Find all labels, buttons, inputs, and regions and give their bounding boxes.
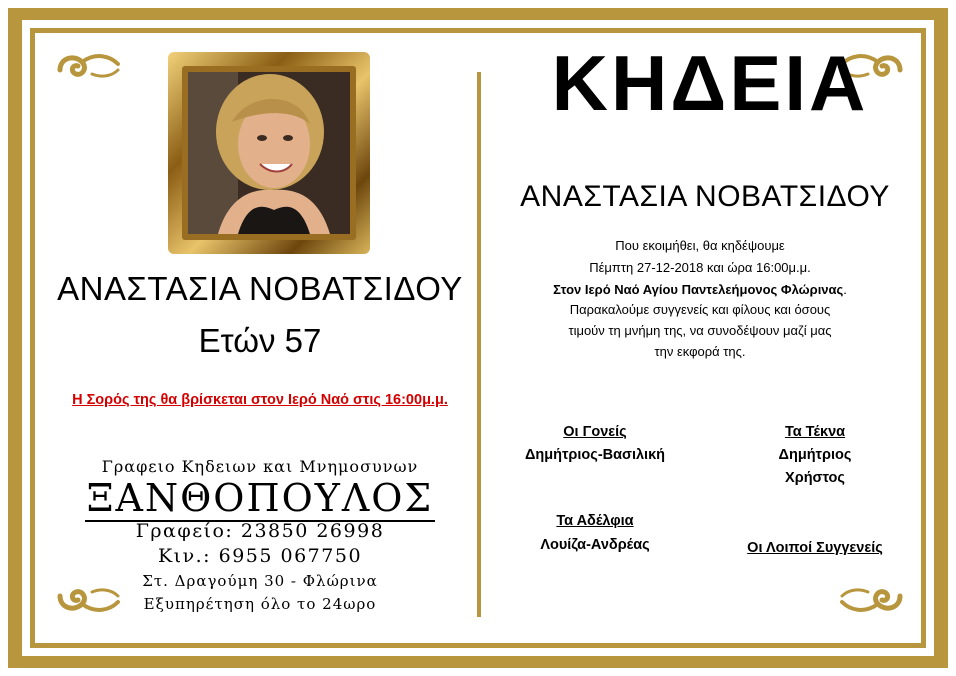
funeral-office-name: ΞΑΝΘΟΠΟΥΛΟΣ <box>86 476 434 520</box>
photo-frame <box>168 52 370 254</box>
viewing-notice: Η Σορός της θα βρίσκεται στον Ιερό Ναό στις 16:00μ.μ. <box>72 392 448 408</box>
portrait-photo <box>188 72 350 234</box>
announcement-line-3: Στον Ιερό Ναό Αγίου Παντελεήμονος Φλώρινας. <box>553 282 847 297</box>
funeral-office-title: Γραφειο Κηδειων και Μνημοσυνων <box>101 457 419 476</box>
parents-label: Οι Γονείς <box>563 424 627 440</box>
portrait-image <box>188 72 350 234</box>
announcement-line-1: Που εκοιμήθει, θα κηδέψουμε <box>615 238 785 253</box>
announcement-line-5: τιμούν τη μνήμη της, να συνοδέψουν μαζί μας <box>568 323 832 338</box>
church-name: Στον Ιερό Ναό Αγίου Παντελεήμονος Φλώρινας <box>553 282 844 297</box>
office-hours: Εξυπηρέτηση όλο το 24ωρο <box>143 595 377 613</box>
other-relatives-label: Οι Λοιποί Συγγενείς <box>747 540 883 556</box>
office-mobile: Κιν.: 6955 067750 <box>157 545 363 567</box>
funeral-title: ΚΗΔΕΙΑ <box>551 39 869 127</box>
parents-names: Δημήτριος-Βασιλική <box>524 447 666 463</box>
office-address: Στ. Δραγούμη 30 - Φλώρινα <box>142 572 378 590</box>
children-label: Τα Τέκνα <box>784 424 846 440</box>
siblings-names: Λουίζα-Ανδρέας <box>540 537 650 553</box>
deceased-name-left: ΑΝΑΣΤΑΣΙΑ ΝΟΒΑΤΣΙΔΟΥ <box>57 270 463 307</box>
announcement-line-6: την εκφορά της. <box>654 344 746 359</box>
office-phone: Γραφείο: 23850 26998 <box>135 520 385 542</box>
ornament-top-left-icon <box>52 48 122 88</box>
child-name-1: Δημήτριος <box>778 447 852 463</box>
child-name-2: Χρήστος <box>785 470 845 486</box>
ornament-bottom-right-icon <box>838 578 908 618</box>
deceased-name-right: ΑΝΑΣΤΑΣΙΑ ΝΟΒΑΤΣΙΔΟΥ <box>520 180 890 213</box>
deceased-age: Ετών 57 <box>198 322 322 359</box>
announcement-line-2: Πέμπτη 27-12-2018 και ώρα 16:00μ.μ. <box>589 260 811 275</box>
announcement-line-4: Παρακαλούμε συγγενείς και φίλους και όσους <box>569 302 831 317</box>
siblings-label: Τα Αδέλφια <box>556 513 634 529</box>
